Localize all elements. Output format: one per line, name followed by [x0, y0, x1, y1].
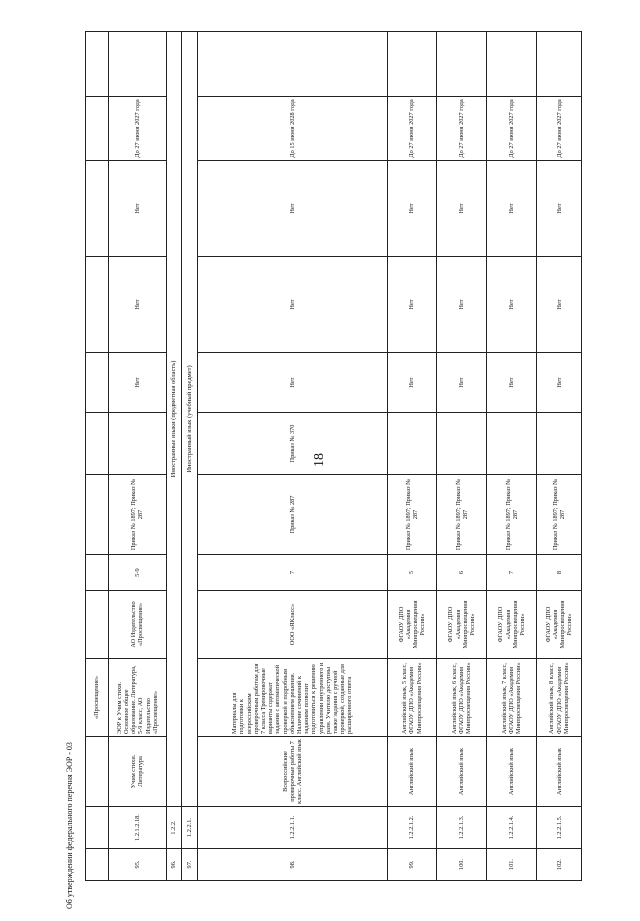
flag-cell-2: Нет [487, 257, 537, 353]
empty-cell [387, 32, 437, 97]
row-number-cell: 97. [181, 849, 198, 881]
order-cell: Приказ № 1897; Приказ № 287 [537, 475, 582, 555]
flag-cell-2: Нет [437, 257, 487, 353]
resource-description-cell: Английский язык, 6 класс, ФГАОУ ДПО «Академия Минпросвещения России» [437, 659, 487, 737]
grade-cell: 7 [487, 555, 537, 591]
flag-cell-1: Нет [437, 353, 487, 413]
grade-cell: 5-9 [108, 555, 166, 591]
footer [55, 742, 79, 909]
flag-cell-1: Нет [537, 353, 582, 413]
order-cell: Приказ № 1897; Приказ № 287 [387, 475, 437, 555]
order-secondary-cell: Приказ № 370 [198, 413, 387, 475]
row-code-cell: 1.2.2.1.2. [387, 807, 437, 849]
resource-name-cell: Учим стихи. Литература [108, 737, 166, 807]
resource-name-cell: Английский язык [537, 737, 582, 807]
flag-cell-2: Нет [108, 257, 166, 353]
order-secondary-cell [437, 413, 487, 475]
row-code-cell: 1.2.2. [167, 807, 182, 849]
table-wrapper [85, 32, 582, 881]
resource-name-cell: Английский язык [387, 737, 437, 807]
order-cell: Приказ № 1897; Приказ № 287 [108, 475, 166, 555]
footer-text: Об утверждении федерального перечня ЭОР - 03 [65, 742, 74, 909]
row-number-cell: 96. [167, 849, 182, 881]
top-fragment-cell: «Просвещение» [86, 659, 109, 737]
row-number-cell: 102. [537, 849, 582, 881]
table-row [537, 32, 582, 881]
empty-cell [487, 32, 537, 97]
eor-table [85, 31, 582, 881]
term-cell: До 27 июня 2027 года [537, 97, 582, 161]
row-code-cell: 1.2.2.1.1. [198, 807, 387, 849]
section-heading-cell: Иностранный язык (учебный предмет) [181, 32, 198, 807]
section-heading-cell: Иностранные языки (предметная область) [167, 32, 182, 807]
resource-description-cell: Английский язык, 8 класс, ФГАОУ ДПО «Академия Минпросвещения России» [537, 659, 582, 737]
row-code-cell: 1.2.2.1. [181, 807, 198, 849]
order-secondary-cell [537, 413, 582, 475]
order-secondary-cell [487, 413, 537, 475]
table-row [487, 32, 537, 881]
row-number-cell: 95. [108, 849, 166, 881]
term-cell: До 27 июня 2027 года [108, 97, 166, 161]
order-cell: Приказ № 1897; Приказ № 287 [487, 475, 537, 555]
organization-cell: ФГАОУ ДПО «Академия Минпросвещения России» [537, 591, 582, 659]
grade-cell: 6 [437, 555, 487, 591]
flag-cell-2: Нет [387, 257, 437, 353]
empty-cell [198, 32, 387, 97]
resource-description-cell: ЭОР к Учим стихи. Основное общее образование. Литература, 5-9 класс, АО Издательство «Просвещение» [108, 659, 166, 737]
flag-cell-3: Нет [487, 161, 537, 257]
flag-cell-1: Нет [487, 353, 537, 413]
empty-cell [537, 32, 582, 97]
row-code-cell: 1.2.2.1.3. [437, 807, 487, 849]
order-cell: Приказ № 287 [198, 475, 387, 555]
term-cell: До 27 июня 2027 года [437, 97, 487, 161]
row-number-cell: 100. [437, 849, 487, 881]
organization-cell: ФГАОУ ДПО «Академия Минпросвещения России» [487, 591, 537, 659]
row-code-cell: 1.2.2.1.5. [537, 807, 582, 849]
term-cell: До 27 июня 2027 года [487, 97, 537, 161]
empty-cell [437, 32, 487, 97]
table-row [181, 32, 198, 881]
row-number-cell: 99. [387, 849, 437, 881]
organization-cell: ООО «ЯКласс» [198, 591, 387, 659]
resource-name-cell: Английский язык [487, 737, 537, 807]
flag-cell-3: Нет [437, 161, 487, 257]
row-number-cell: 101. [487, 849, 537, 881]
term-cell: До 15 июня 2028 года [198, 97, 387, 161]
empty-cell [108, 32, 166, 97]
flag-cell-3: Нет [387, 161, 437, 257]
grade-cell: 8 [537, 555, 582, 591]
term-cell: До 27 июня 2027 года [387, 97, 437, 161]
table-row [387, 32, 437, 881]
grade-cell: 5 [387, 555, 437, 591]
flag-cell-1: Нет [387, 353, 437, 413]
flag-cell-3: Нет [537, 161, 582, 257]
order-secondary-cell [108, 413, 166, 475]
resource-name-cell: Английский язык [437, 737, 487, 807]
flag-cell-2: Нет [198, 257, 387, 353]
resource-description-cell: Материалы для подготовки к всероссийским проверочным работам для 7 класса Тренировочные варианты содержат задания с автоматической проверкой и подробным объяснением решения. Наличие сочинений к заданиям позволит подготовиться к решению управлении внутреннего и разн. Учителю доступны также задания с ручной проверкой, созданные для расширенного ответа [198, 659, 387, 737]
flag-cell-3: Нет [108, 161, 166, 257]
flag-cell-1: Нет [108, 353, 166, 413]
resource-description-cell: Английский язык, 7 класс, ФГАОУ ДПО «Академия Минпросвещения России» [487, 659, 537, 737]
table-row [437, 32, 487, 881]
table-body [86, 32, 582, 881]
table-row [198, 32, 387, 881]
resource-description-cell: Английский язык, 5 класс, ФГАОУ ДПО «Академия Минпросвещения России» [387, 659, 437, 737]
order-secondary-cell [387, 413, 437, 475]
table-row-fragment [86, 32, 109, 881]
organization-cell: ФГАОУ ДПО «Академия Минпросвещения России» [437, 591, 487, 659]
row-code-cell: 1.2.2.1.4. [487, 807, 537, 849]
table-row [108, 32, 166, 881]
resource-name-cell: Всероссийские проверочные работы 7 класс. Английский язык [198, 737, 387, 807]
page-number: 18 [312, 453, 327, 467]
organization-cell: ФГАОУ ДПО «Академия Минпросвещения России» [387, 591, 437, 659]
table-row [167, 32, 182, 881]
flag-cell-2: Нет [537, 257, 582, 353]
flag-cell-1: Нет [198, 353, 387, 413]
order-cell: Приказ № 1897; Приказ № 287 [437, 475, 487, 555]
organization-cell: АО Издательство «Просвещение» [108, 591, 166, 659]
grade-cell: 7 [198, 555, 387, 591]
row-code-cell: 1.2.1.2.18. [108, 807, 166, 849]
flag-cell-3: Нет [198, 161, 387, 257]
row-number-cell: 98. [198, 849, 387, 881]
